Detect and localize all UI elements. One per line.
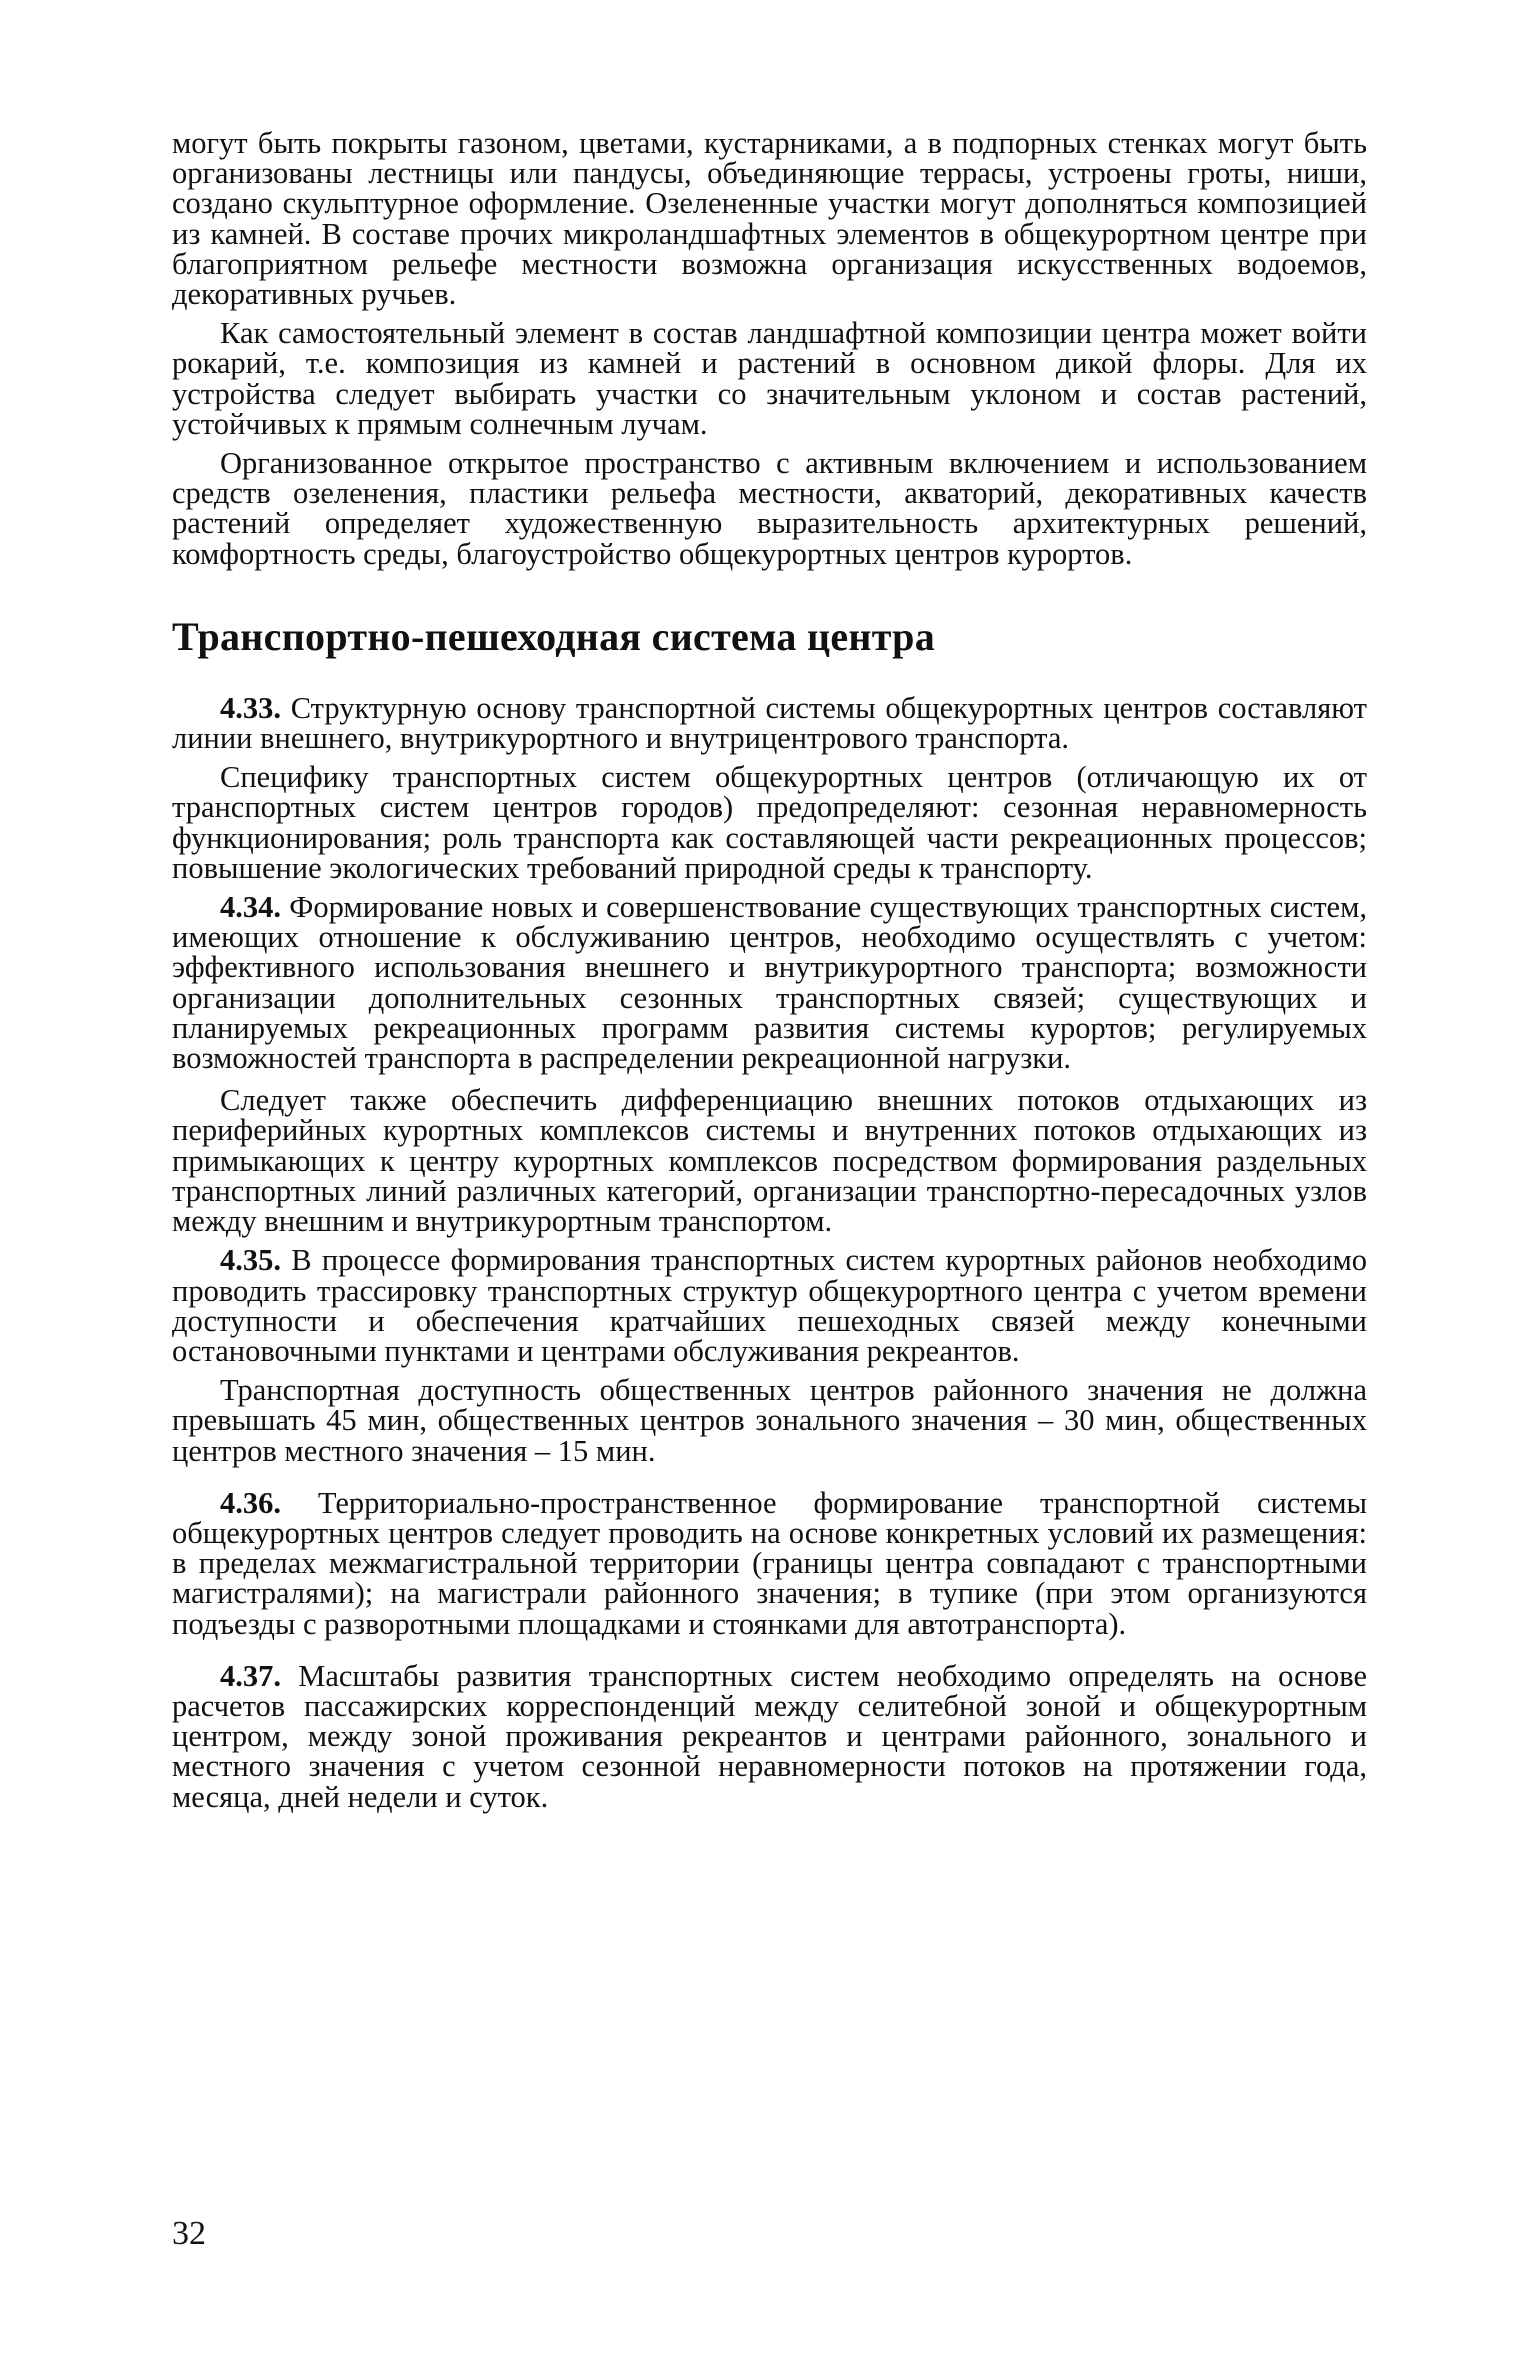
paragraph: Организованное открытое пространство с активным включением и использованием средств озеленения, пластики рельефа местности, акваторий, декоративных качеств растений определяет художественную выразительность архитектурных решений, комфортность среды, благоустройство общекурортных центров курортов. (172, 446, 1367, 571)
item-text: Территориально-пространственное формирование транспортной системы общекурортных центров следует проводить на основе конкретных условий их размещения: в пределах межмагистральной территории (границы центра совпадают с транспортными магистралями); на магистрали районного значения; в тупике (при этом организуются подъезды с разворотными площадками и стоянками для автотранспорта). (172, 1485, 1367, 1641)
page-number: 32 (172, 2215, 206, 2252)
item-text: Транспортная доступность общественных центров районного значения не должна превышать 45 мин, общественных центров зонального значения – 30 мин, общественных центров местного значения – 15 мин. (172, 1373, 1367, 1468)
paragraph: могут быть покрыты газоном, цветами, кустарниками, а в подпорных стенках могут быть организованы лестницы или пандусы, объединяющие террасы, устроены гроты, ниши, создано скульптурное оформление. Озелененные участки могут дополняться композицией из камней. В составе прочих микроландшафтных элементов в общекурортном центре при благоприятном рельефе местности возможна организация искусственных водоемов, декоративных ручьев. (172, 126, 1367, 312)
paragraph: Как самостоятельный элемент в состав ландшафтной композиции центра может войти рокарий, т.е. композиция из камней и растений в основном дикой флоры. Для их устройства следует выбирать участки со значительным уклоном и состав растений, устойчивых к прямым солнечным лучам. (172, 316, 1367, 441)
item-number: 4.36. (220, 1485, 281, 1520)
list-item (172, 1375, 1367, 1466)
item-number: 4.37. (220, 1658, 281, 1693)
page-body (172, 128, 1367, 1812)
item-text: Следует также обеспечить дифференциацию внешних потоков отдыхающих из периферийных курортных комплексов системы и внутренних потоков отдыхающих из примыкающих к центру курортных комплексов посредством формирования раздельных транспортных линий различных категорий, организации транспортно-пересадочных узлов между внешним и внутрикурортным транспортом. (172, 1083, 1367, 1239)
item-number: 4.35. (220, 1243, 281, 1278)
item-number: 4.34. (220, 890, 281, 925)
list-item (172, 690, 1367, 756)
section-heading: Транспортно-пешеходная система центра (172, 613, 936, 659)
item-text: В процессе формирования транспортных систем курортных районов необходимо проводить трассировку транспортных структур общекурортного центра с учетом времени доступности и обеспечения кратчайших пешеходных связей между конечными остановочными пунктами и центрами обслуживания рекреантов. (172, 1243, 1367, 1368)
item-text: Структурную основу транспортной системы общекурортных центров составляют линии внешнего, внутрикурортного и внутрицентрового транспорта. (172, 690, 1367, 756)
list-item (172, 1245, 1367, 1366)
item-text: Формирование новых и совершенствование существующих транспортных систем, имеющих отношение к обслуживанию центров, необходимо осуществлять с учетом: эффективного использования внешнего и внутрикурортного транспорта; возможности организации дополнительных сезонных транспортных связей; существующих и планируемых рекреационных программ развития системы курортов; регулируемых возможностей транспорта в распределении рекреационной нагрузки. (172, 890, 1367, 1076)
item-text: Масштабы развития транспортных систем необходимо определять на основе расчетов пассажирских корреспонденций между селитебной зоной и общекурортным центром, между зоной проживания рекреантов и центрами районного, зонального и местного значения с учетом сезонной неравномерности потоков на протяжении года, месяца, дней недели и суток. (172, 1658, 1367, 1814)
list-item (172, 1485, 1367, 1641)
list-item (172, 762, 1367, 883)
list-item (172, 890, 1367, 1076)
item-number: 4.33. (220, 690, 281, 725)
list-item (172, 1658, 1367, 1814)
item-text: Специфику транспортных систем общекурортных центров (отличающую их от транспортных систем центров городов) предопределяют: сезонная неравномерность функционирования; роль транспорта как составляющей части рекреационных процессов; повышение экологических требований природной среды к транспорту. (172, 760, 1367, 885)
list-item (172, 1083, 1367, 1239)
